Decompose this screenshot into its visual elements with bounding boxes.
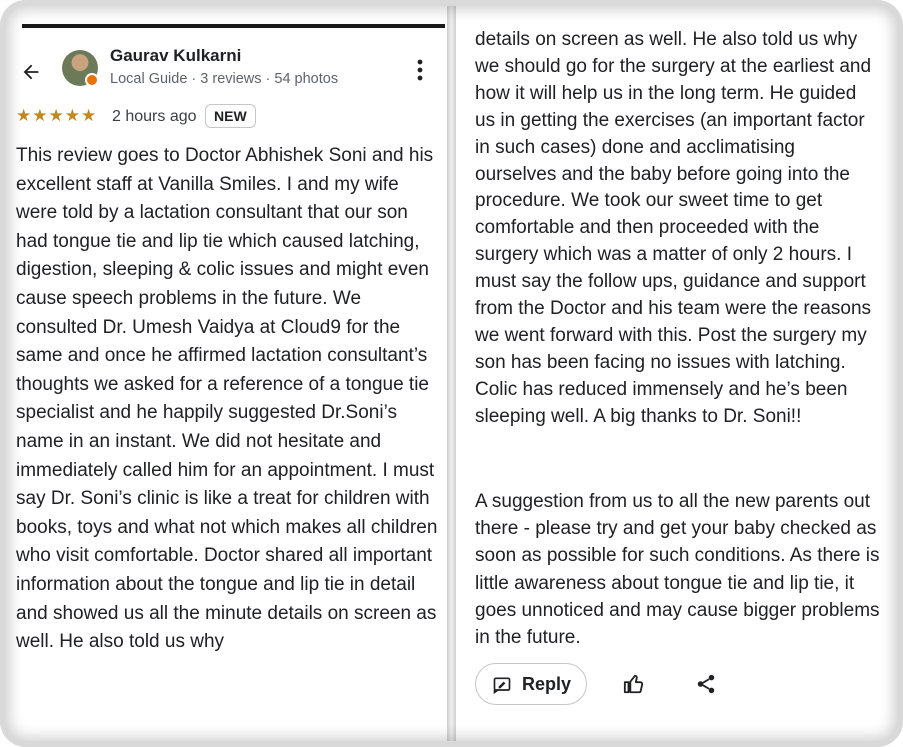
panel-divider — [447, 6, 456, 742]
reviewer-header — [10, 38, 445, 98]
rating-row — [16, 106, 436, 132]
review-text-suggestion: A suggestion from us to all the new parents out there - please try and get your baby checked as soon as possible for such conditions. As there is little awareness about tongue tie and lip tie, it goes unnoticed and may cause bigger problems in the future. — [475, 491, 880, 649]
review-panel-left — [10, 8, 445, 740]
review-actions — [475, 663, 875, 707]
review-panel-right — [458, 8, 888, 740]
more-options-icon[interactable] — [416, 58, 424, 82]
reply-button[interactable] — [475, 663, 587, 705]
reviewer-meta: Local Guide · 3 reviews · 54 photos — [110, 71, 339, 87]
share-icon[interactable] — [695, 673, 717, 695]
reply-label: Reply — [522, 674, 572, 694]
local-guide-badge-icon — [85, 73, 99, 87]
star-rating: ★★★★★ — [16, 106, 98, 125]
back-arrow-icon[interactable] — [20, 61, 42, 83]
top-bar — [22, 24, 445, 28]
reply-icon — [492, 675, 512, 695]
review-time: 2 hours ago — [112, 108, 197, 125]
new-badge: NEW — [205, 104, 256, 128]
reviewer-name[interactable]: Gaurav Kulkarni — [110, 46, 242, 65]
review-text-left: This review goes to Doctor Abhishek Soni and his excellent staff at Vanilla Smiles. I and my wife were told by a lactation consultant that our son had tongue tie and lip tie which caused latching, digestion, sleeping & colic issues and might even cause speech problems in the future. We consulted Dr. Umesh Vaidya at Cloud9 for the same and once he affirmed lactation consultant’s thoughts we asked for a reference of a tongue tie specialist and he happily suggested Dr.Soni’s name in an instant. We did not hesitate and immediately called him for an appointment. I must say Dr. Soni’s clinic is like a treat for children with books, toys and what not which makes all children who visit comfortable. Doctor shared all important information about the tongue and lip tie in detail and showed us all the minute details on screen as well. He also told us why — [16, 145, 438, 653]
thumbs-up-icon[interactable] — [623, 673, 645, 695]
review-text-right: details on screen as well. He also told us why we should go for the surgery at the earliest and how it will help us in the long term. He guided us in getting the exercises (an important factor in such cases) done and acclimatising ourselves and the baby before going into the procedure. We took our sweet time to get comfortable and then proceeded with the surgery which was a matter of only 2 hours. I must say the follow ups, guidance and support from the Doctor and his team were the reasons we went forward with this. Post the surgery my son has been facing no issues with latching. Colic has reduced immensely and he’s been sleeping well. A big thanks to Dr. Soni!! — [475, 29, 872, 427]
